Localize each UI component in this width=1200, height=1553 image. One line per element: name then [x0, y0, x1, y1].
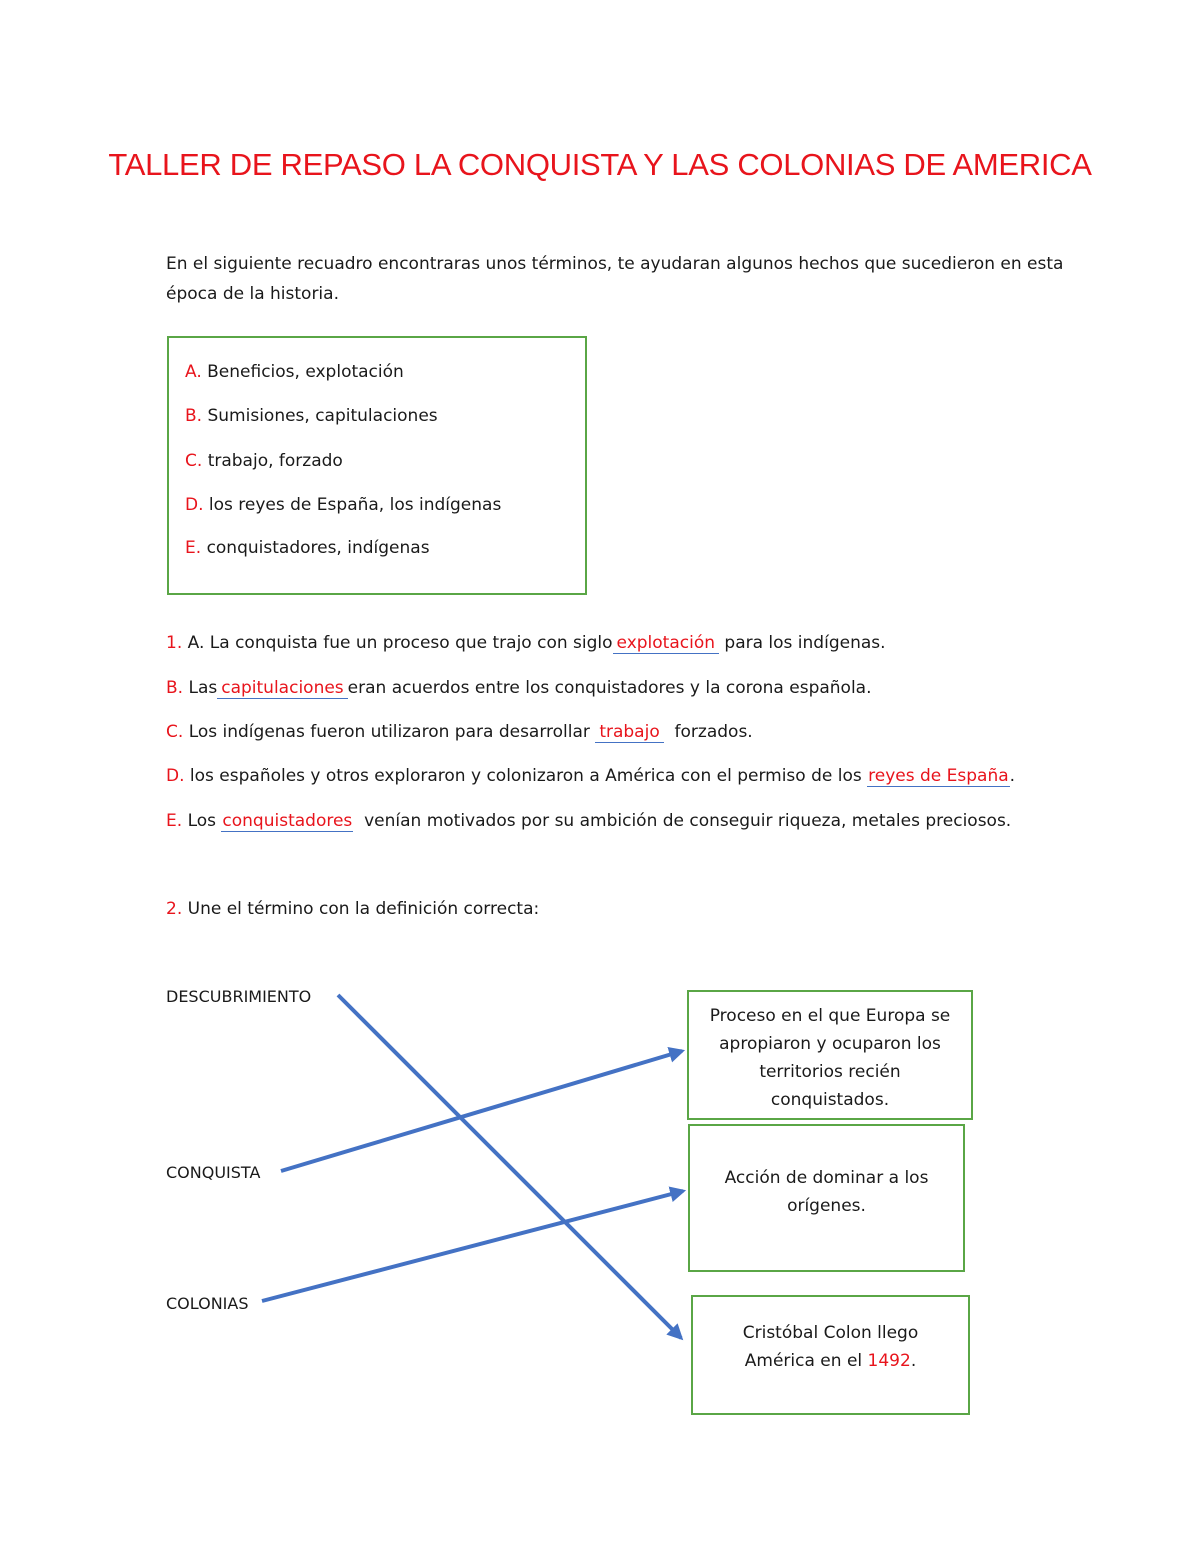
page-title: TALLER DE REPASO LA CONQUISTA Y LAS COLONIAS DE AMERICA	[108, 147, 1092, 182]
term-letter: A.	[185, 362, 202, 382]
definition-year: 1492	[867, 1351, 911, 1371]
answer-blank: capitulaciones	[217, 679, 347, 699]
item-letter: A.	[187, 633, 205, 653]
item-text: La conquista fue un proceso que trajo con siglo	[209, 633, 613, 653]
item-letter: E.	[166, 811, 183, 831]
definition-text: Cristóbal Colon llego América en el	[742, 1323, 919, 1371]
answer-blank: conquistadores	[222, 811, 353, 831]
item-letter: B.	[166, 678, 184, 698]
item-letter: C.	[166, 722, 184, 742]
arrow-conquista	[281, 1051, 682, 1171]
exercise1-number: 1.	[166, 633, 183, 653]
intro-paragraph: En el siguiente recuadro encontraras unos términos, te ayudaran algunos hechos que sucedieron en esta época de la historia.	[166, 254, 1064, 304]
term-descubrimiento: DESCUBRIMIENTO	[166, 987, 312, 1006]
definition-text: Acción de dominar a los orígenes.	[724, 1168, 929, 1216]
definition-text: Proceso en el que Europa se apropiaron y ocuparon los territorios recién conquistados.	[709, 1006, 951, 1110]
term-text: conquistadores, indígenas	[206, 538, 430, 558]
term-conquista: CONQUISTA	[166, 1163, 261, 1182]
term-text: los reyes de España, los indígenas	[208, 495, 502, 515]
instruction-text: Une el término con la definición correcta:	[187, 899, 540, 919]
item-text: venían motivados por su ambición de conseguir riqueza, metales preciosos.	[364, 811, 1012, 831]
term-text: Beneficios, explotación	[207, 362, 404, 382]
exercise2-number: 2.	[166, 899, 183, 919]
term-letter: D.	[185, 495, 204, 515]
item-text: los españoles y otros exploraron y colonizaron a América con el permiso de los	[189, 766, 862, 786]
term-colonias: COLONIAS	[166, 1294, 249, 1313]
answer-blank: explotación	[613, 634, 719, 654]
arrow-descubrimiento	[338, 995, 681, 1338]
definition-text: .	[910, 1351, 917, 1371]
arrow-colonias	[262, 1191, 683, 1301]
item-text: Los indígenas fueron utilizaron para desarrollar	[188, 722, 590, 742]
item-text: eran acuerdos entre los conquistadores y la corona española.	[347, 678, 872, 698]
item-text: para los indígenas.	[724, 633, 886, 653]
answer-blank: reyes de España	[868, 766, 1009, 786]
item-letter: D.	[166, 766, 185, 786]
term-letter: B.	[185, 406, 203, 426]
item-text: Los	[187, 811, 216, 831]
answer-blank: trabajo	[595, 723, 663, 743]
term-text: trabajo, forzado	[207, 451, 343, 471]
item-text: .	[1009, 766, 1016, 786]
item-text: Las	[188, 678, 218, 698]
item-text: forzados.	[674, 722, 753, 742]
term-letter: E.	[185, 538, 202, 558]
term-letter: C.	[185, 451, 203, 471]
term-text: Sumisiones, capitulaciones	[207, 406, 438, 426]
